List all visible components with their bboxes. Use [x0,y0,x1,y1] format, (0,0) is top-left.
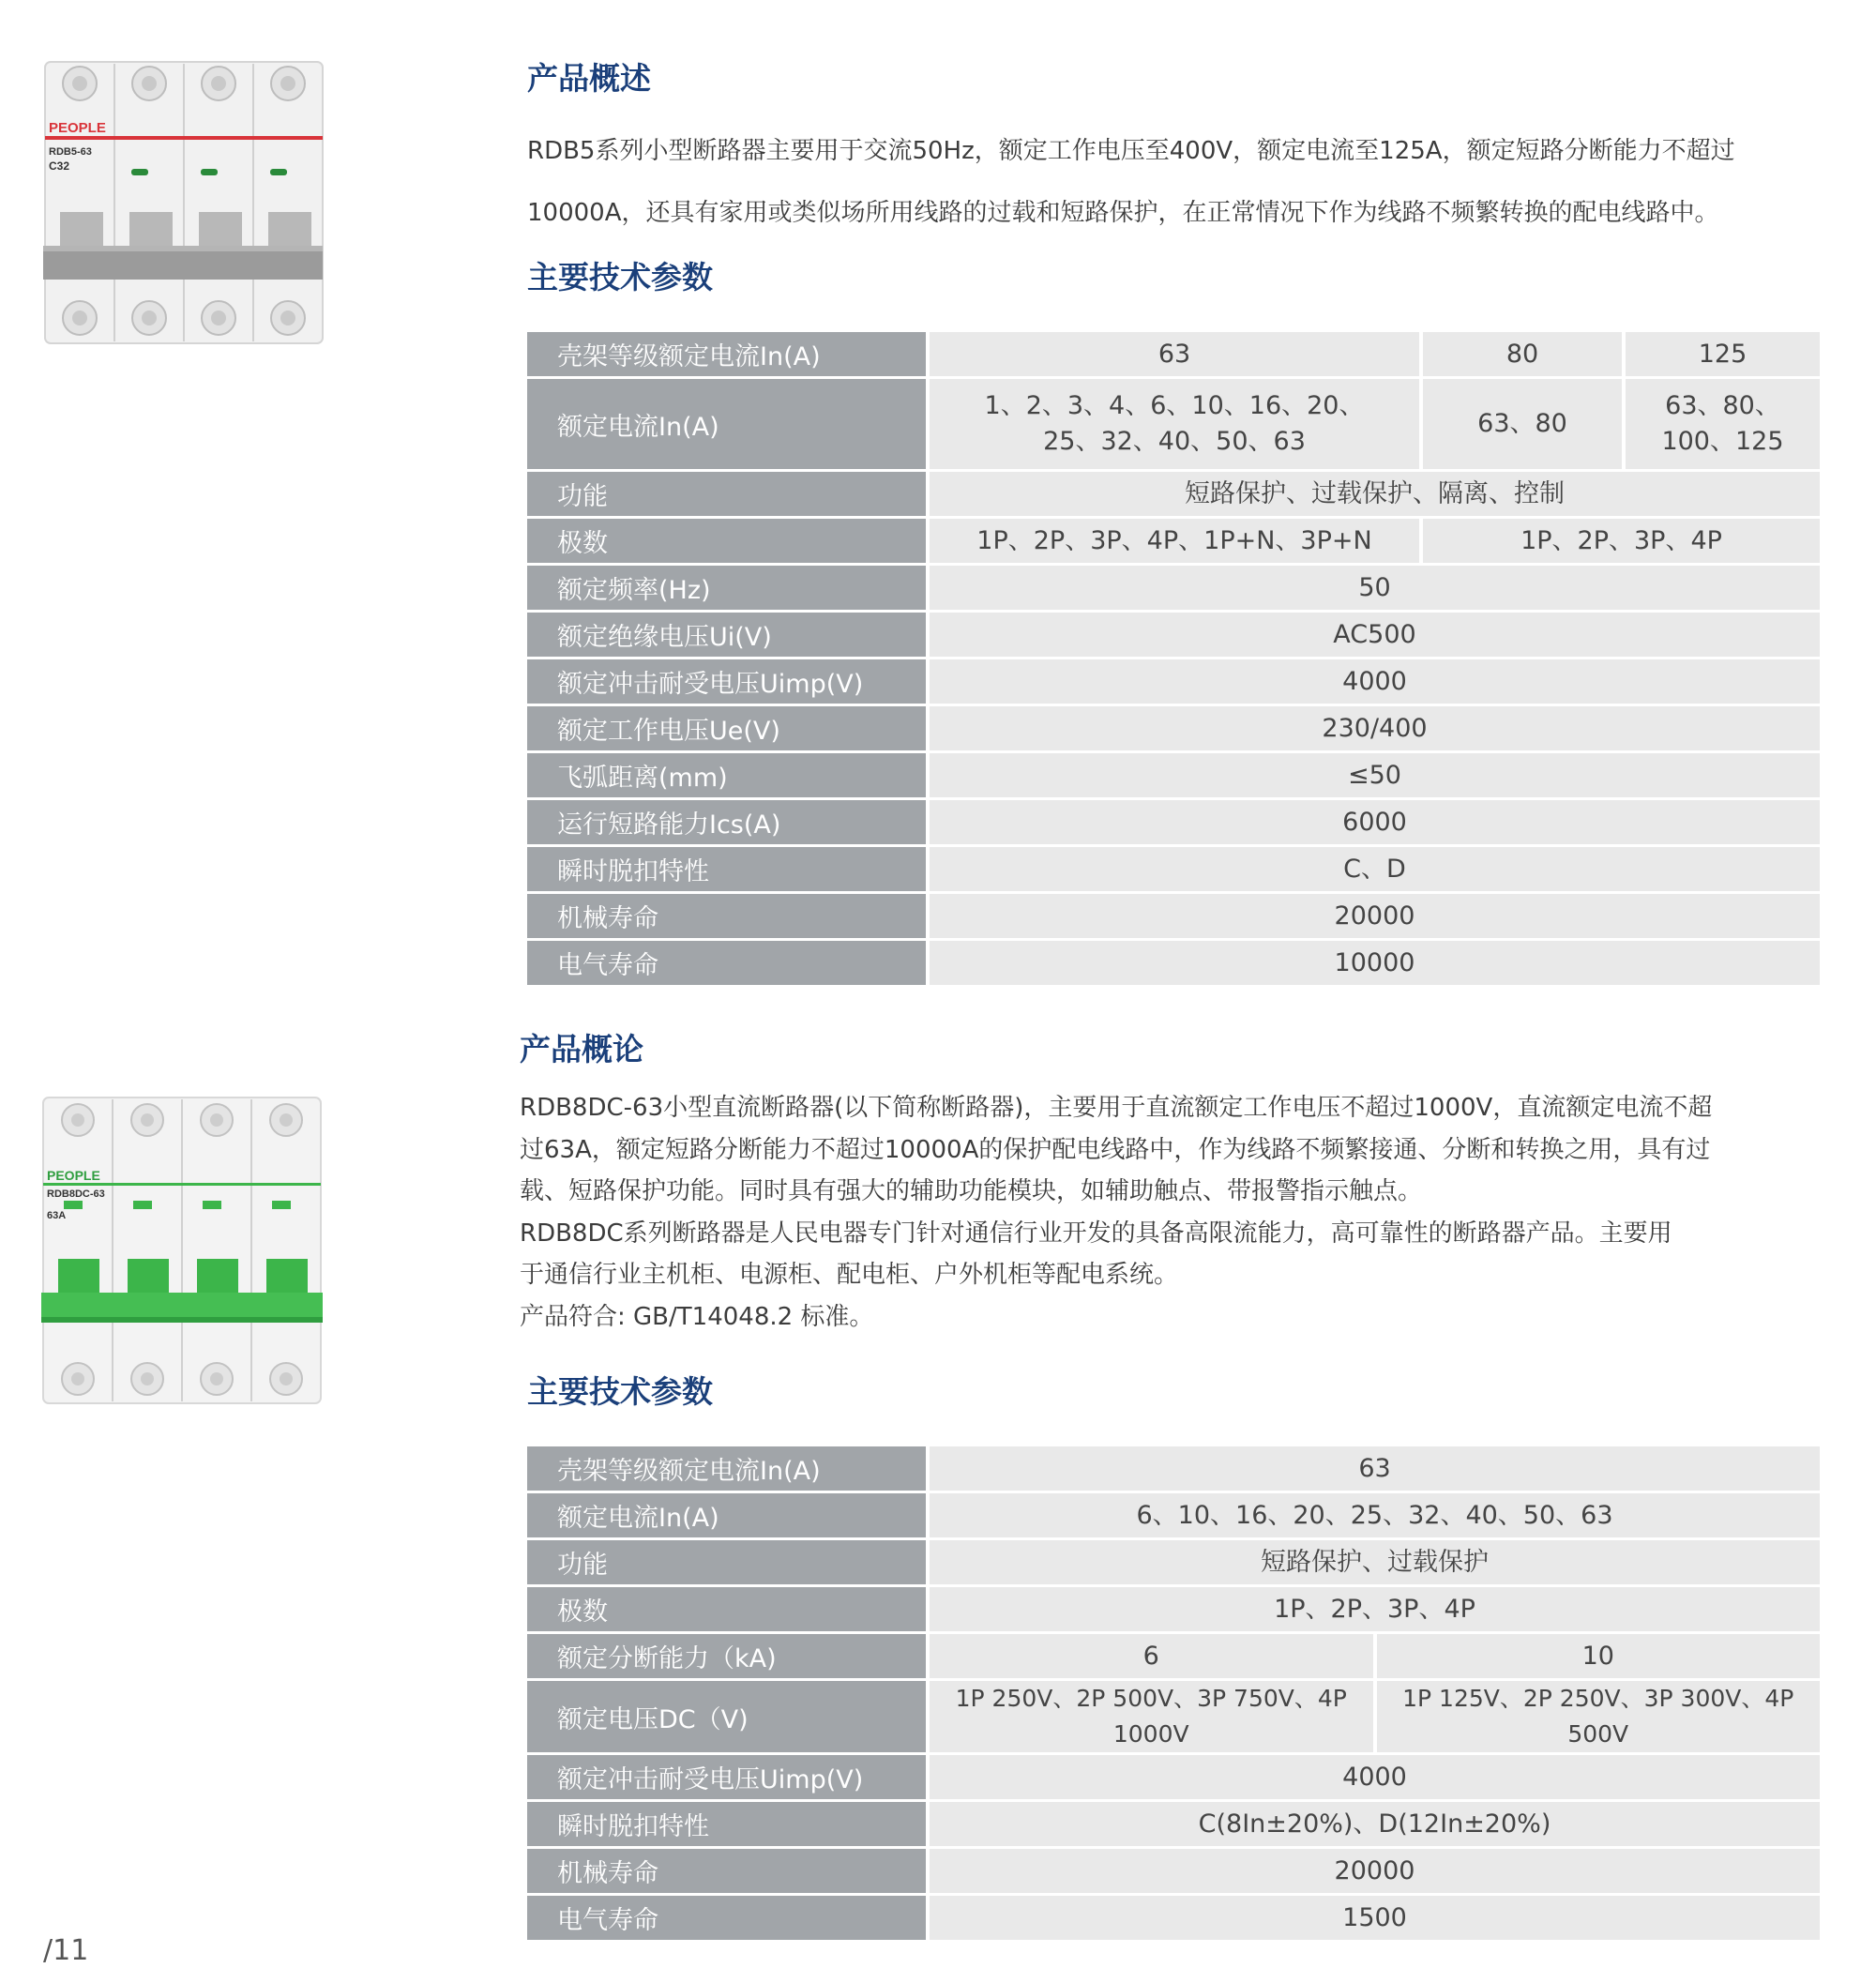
row-value: 230/400 [928,706,1822,750]
table-row [527,1681,1822,1752]
row-value: 63、80 [1421,379,1624,469]
section2-overview-line: 于通信行业主机柜、电源柜、配电柜、户外机柜等配电系统。 [520,1261,1179,1289]
row-value: 6 [928,1634,1375,1678]
section2-overview-line: 产品符合: GB/T14048.2 标准。 [520,1302,874,1331]
red-stripe [45,136,323,140]
section2-overview-line: 过63A，额定短路分断能力不超过10000A的保护配电线路中，作为线路不频繁接通、分断和转换之用，具有过 [520,1135,1711,1164]
row-label: 机械寿命 [527,894,928,938]
product1-brand: PEOPLE [49,120,106,136]
row-value: 125 [1624,332,1822,376]
row-value: 20000 [928,1849,1822,1893]
product2-brand: PEOPLE [47,1168,100,1183]
row-label: 额定冲击耐受电压Uimp(V) [527,659,928,704]
row-value: 4000 [928,659,1822,704]
row-value: C(8In±20%)、D(12In±20%) [928,1802,1822,1846]
row-value: 50 [928,566,1822,610]
table-row [527,1493,1822,1537]
row-value-line: 1、2、3、4、6、10、16、20、 [984,391,1365,420]
row-value: 80 [1421,332,1624,376]
section2-overview-line: 载、短路保护功能。同时具有强大的辅助功能模块，如辅助触点、带报警指示触点。 [520,1177,1423,1205]
table-row [527,1755,1822,1799]
row-value: 1P 250V、2P 500V、3P 750V、4P 1000V [928,1681,1375,1752]
table-row [527,519,1822,563]
row-value: 4000 [928,1755,1822,1799]
product1-rating: C32 [49,159,70,173]
table-row [527,566,1822,610]
row-label: 额定电流In(A) [527,379,928,469]
product1-model: RDB5-63 [49,146,92,158]
row-label: 极数 [527,519,928,563]
row-value: 63 [928,332,1421,376]
table-row [527,1849,1822,1893]
row-label: 额定工作电压Ue(V) [527,706,928,750]
row-value: 10 [1375,1634,1823,1678]
row-label: 额定分断能力（kA) [527,1634,928,1678]
section1-params-title: 主要技术参数 [527,259,713,295]
table-row [527,753,1822,797]
section1-overview-line: RDB5系列小型断路器主要用于交流50Hz，额定工作电压至400V，额定电流至125A，额定短路分断能力不超过 [527,137,1735,165]
table-row [527,941,1822,985]
table-row [527,1802,1822,1846]
row-value: 6000 [928,800,1822,844]
breaker-body [45,62,323,343]
product2-rating: 63A [47,1210,67,1221]
row-label: 飞弧距离(mm) [527,753,928,797]
section2-overview-line: RDB8DC-63小型直流断路器(以下简称断路器)，主要用于直流额定工作电压不超过1000V，直流额定电流不超 [520,1094,1713,1122]
row-value: 10000 [928,941,1822,985]
row-value: 短路保护、过载保护、隔离、控制 [928,472,1822,516]
row-value: AC500 [928,613,1822,657]
row-value [928,379,1421,469]
breaker-body [43,1098,321,1403]
row-label: 额定冲击耐受电压Uimp(V) [527,1755,928,1799]
table-row [527,472,1822,516]
row-value: 1500 [928,1896,1822,1940]
table-row [527,1587,1822,1631]
row-value: 63 [928,1446,1822,1491]
row-value-line: 25、32、40、50、63 [1043,427,1306,456]
row-label: 额定频率(Hz) [527,566,928,610]
table-row [527,800,1822,844]
row-label: 电气寿命 [527,1896,928,1940]
section2-overview-line: RDB8DC系列断路器是人民电器专门针对通信行业开发的具备高限流能力，高可靠性的断路器产品。主要用 [520,1219,1672,1248]
row-value: C、D [928,847,1822,891]
product2-model: RDB8DC-63 [47,1188,105,1200]
row-label: 极数 [527,1587,928,1631]
table-row [527,1896,1822,1940]
row-label: 运行短路能力Ics(A) [527,800,928,844]
row-value [1624,379,1822,469]
table-row [527,332,1822,376]
row-label: 壳架等级额定电流In(A) [527,1446,928,1491]
section2-params-title: 主要技术参数 [527,1373,713,1410]
rdb5-product-image [41,60,325,345]
section2-overview-text [520,1087,1844,1338]
table-row [527,659,1822,704]
table-row [527,894,1822,938]
row-label: 瞬时脱扣特性 [527,847,928,891]
row-label: 额定绝缘电压Ui(V) [527,613,928,657]
table-row [527,706,1822,750]
row-value: 1P、2P、3P、4P [1421,519,1822,563]
row-value: 1P、2P、3P、4P [928,1587,1822,1631]
row-label: 额定电流In(A) [527,1493,928,1537]
page-number: /11 [43,1934,89,1967]
row-label: 电气寿命 [527,941,928,985]
section2-spec-table [527,1444,1822,1943]
row-value: 1P、2P、3P、4P、1P+N、3P+N [928,519,1421,563]
row-value-line: 100、125 [1661,427,1784,456]
section2-overview-title: 产品概论 [520,1031,643,1067]
row-label: 瞬时脱扣特性 [527,1802,928,1846]
row-value: 6、10、16、20、25、32、40、50、63 [928,1493,1822,1537]
section1-overview-text [527,120,1840,244]
row-value: 1P 125V、2P 250V、3P 300V、4P 500V [1375,1681,1823,1752]
section1-spec-table [527,329,1822,988]
row-label: 机械寿命 [527,1849,928,1893]
section1-overview-line: 10000A，还具有家用或类似场所用线路的过载和短路保护，在正常情况下作为线路不频繁转换的配电线路中。 [527,199,1719,227]
table-row [527,1540,1822,1584]
green-stripe [43,1183,321,1186]
row-label: 壳架等级额定电流In(A) [527,332,928,376]
row-label: 额定电压DC（V) [527,1681,928,1752]
table-row [527,847,1822,891]
row-value: ≤50 [928,753,1822,797]
row-value: 短路保护、过载保护 [928,1540,1822,1584]
table-row [527,1446,1822,1491]
table-row [527,613,1822,657]
section1-overview-title: 产品概述 [527,60,651,97]
table-row [527,379,1822,469]
row-label: 功能 [527,472,928,516]
table-row [527,1634,1822,1678]
row-value-line: 63、80、 [1665,391,1780,420]
rdb8dc-product-image [39,1096,325,1411]
row-label: 功能 [527,1540,928,1584]
row-value: 20000 [928,894,1822,938]
